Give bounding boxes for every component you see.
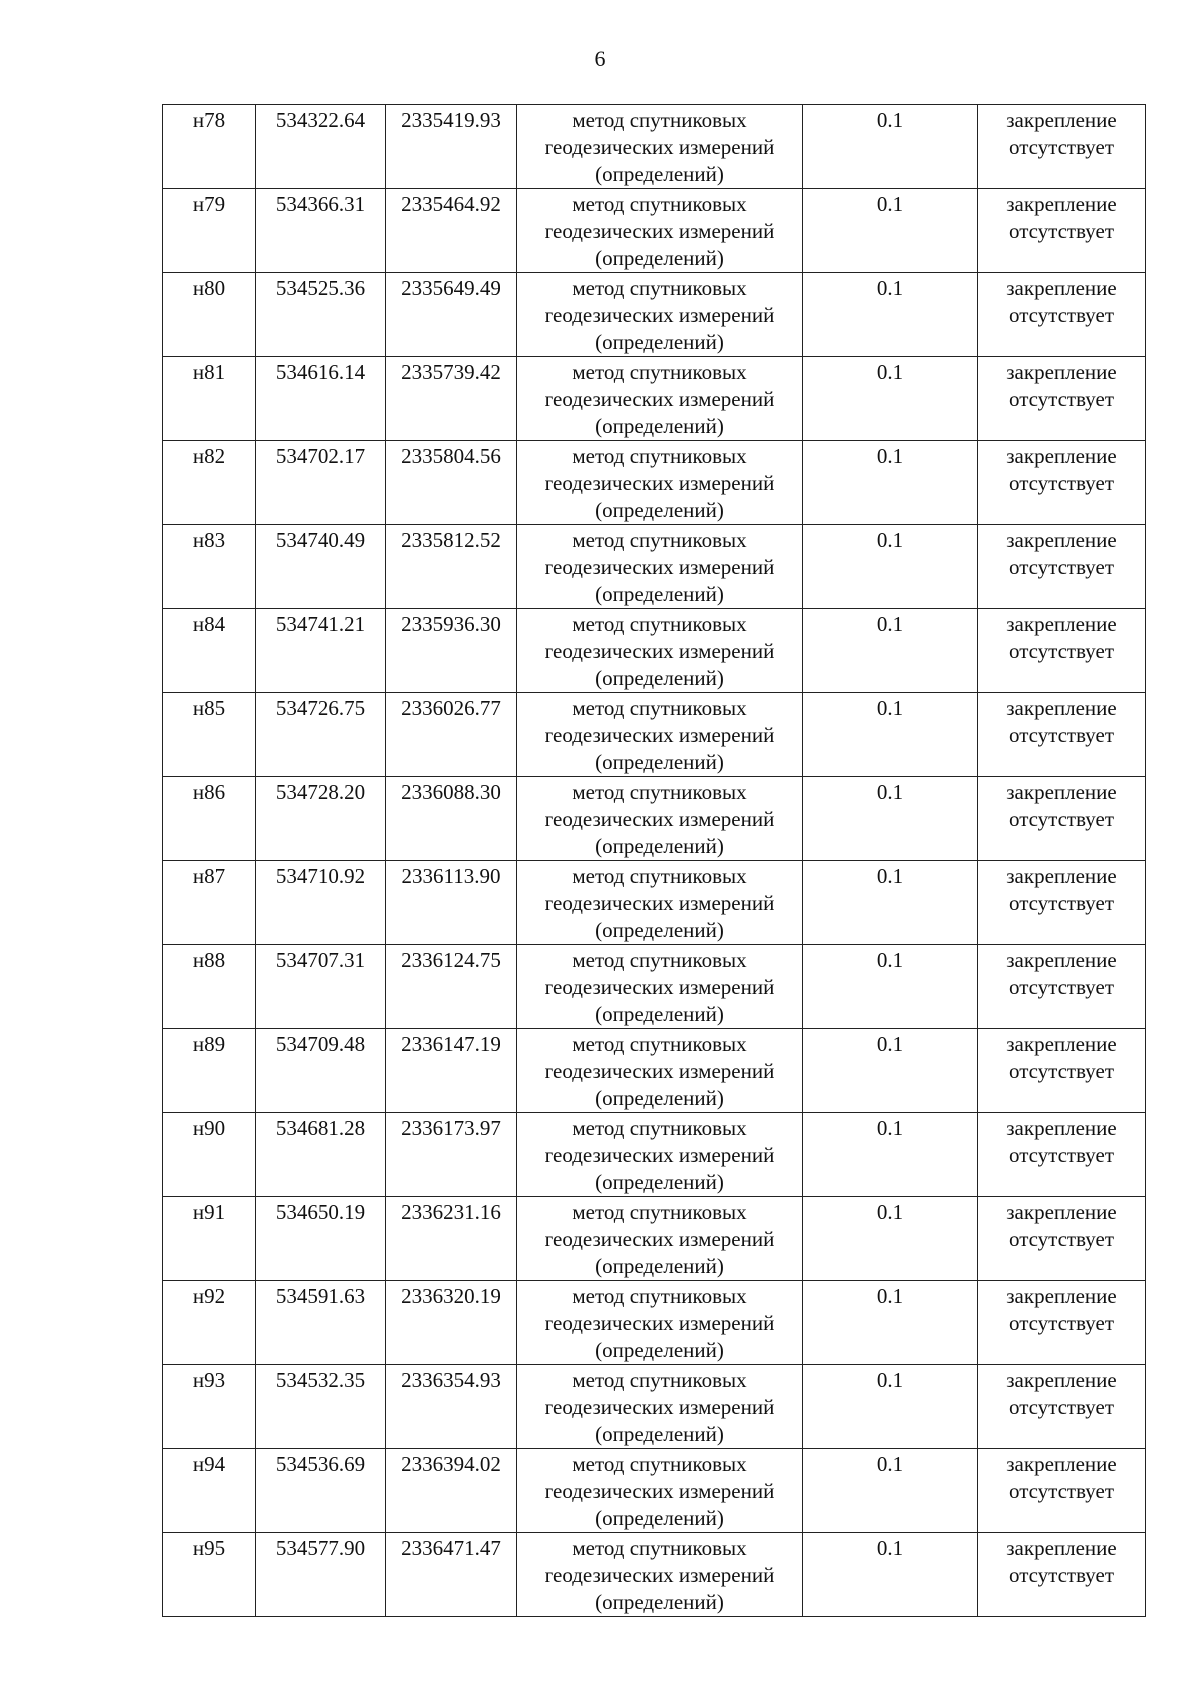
point-id-cell: н92: [163, 1281, 256, 1365]
x-coordinate-cell: 534726.75: [256, 693, 386, 777]
fixing-cell: закрепление отсутствует: [978, 693, 1146, 777]
fixing-cell: закрепление отсутствует: [978, 945, 1146, 1029]
table-row: [163, 1029, 1146, 1113]
table-row: [163, 1533, 1146, 1617]
x-coordinate-cell: 534741.21: [256, 609, 386, 693]
method-cell: метод спутниковых геодезических измерений (определений): [517, 1197, 803, 1281]
fixing-cell: закрепление отсутствует: [978, 273, 1146, 357]
table-row: [163, 693, 1146, 777]
accuracy-cell: 0.1: [803, 861, 978, 945]
fixing-cell: закрепление отсутствует: [978, 525, 1146, 609]
fixing-cell: закрепление отсутствует: [978, 777, 1146, 861]
accuracy-cell: 0.1: [803, 693, 978, 777]
accuracy-cell: 0.1: [803, 1197, 978, 1281]
y-coordinate-cell: 2336173.97: [386, 1113, 517, 1197]
method-cell: метод спутниковых геодезических измерений (определений): [517, 525, 803, 609]
table-row: [163, 861, 1146, 945]
table-row: [163, 1197, 1146, 1281]
y-coordinate-cell: 2335936.30: [386, 609, 517, 693]
accuracy-cell: 0.1: [803, 945, 978, 1029]
table-row: [163, 1449, 1146, 1533]
fixing-cell: закрепление отсутствует: [978, 105, 1146, 189]
point-id-cell: н90: [163, 1113, 256, 1197]
accuracy-cell: 0.1: [803, 1365, 978, 1449]
accuracy-cell: 0.1: [803, 273, 978, 357]
x-coordinate-cell: 534740.49: [256, 525, 386, 609]
x-coordinate-cell: 534536.69: [256, 1449, 386, 1533]
y-coordinate-cell: 2335419.93: [386, 105, 517, 189]
coordinates-table-body: [163, 105, 1146, 1617]
method-cell: метод спутниковых геодезических измерений (определений): [517, 357, 803, 441]
point-id-cell: н79: [163, 189, 256, 273]
table-row: [163, 273, 1146, 357]
accuracy-cell: 0.1: [803, 1449, 978, 1533]
fixing-cell: закрепление отсутствует: [978, 1197, 1146, 1281]
method-cell: метод спутниковых геодезических измерений (определений): [517, 1533, 803, 1617]
table-row: [163, 525, 1146, 609]
point-id-cell: н85: [163, 693, 256, 777]
table-row: [163, 1113, 1146, 1197]
y-coordinate-cell: 2335464.92: [386, 189, 517, 273]
accuracy-cell: 0.1: [803, 1281, 978, 1365]
point-id-cell: н91: [163, 1197, 256, 1281]
point-id-cell: н84: [163, 609, 256, 693]
table-row: [163, 945, 1146, 1029]
x-coordinate-cell: 534709.48: [256, 1029, 386, 1113]
point-id-cell: н80: [163, 273, 256, 357]
fixing-cell: закрепление отсутствует: [978, 357, 1146, 441]
accuracy-cell: 0.1: [803, 1029, 978, 1113]
page-number: 6: [594, 46, 606, 71]
x-coordinate-cell: 534616.14: [256, 357, 386, 441]
y-coordinate-cell: 2336320.19: [386, 1281, 517, 1365]
fixing-cell: закрепление отсутствует: [978, 1449, 1146, 1533]
method-cell: метод спутниковых геодезических измерений (определений): [517, 945, 803, 1029]
x-coordinate-cell: 534728.20: [256, 777, 386, 861]
method-cell: метод спутниковых геодезических измерений (определений): [517, 777, 803, 861]
point-id-cell: н95: [163, 1533, 256, 1617]
method-cell: метод спутниковых геодезических измерений (определений): [517, 1449, 803, 1533]
method-cell: метод спутниковых геодезических измерений (определений): [517, 441, 803, 525]
point-id-cell: н89: [163, 1029, 256, 1113]
table-row: [163, 1281, 1146, 1365]
accuracy-cell: 0.1: [803, 105, 978, 189]
y-coordinate-cell: 2336394.02: [386, 1449, 517, 1533]
x-coordinate-cell: 534577.90: [256, 1533, 386, 1617]
table-row: [163, 609, 1146, 693]
method-cell: метод спутниковых геодезических измерений (определений): [517, 609, 803, 693]
x-coordinate-cell: 534702.17: [256, 441, 386, 525]
y-coordinate-cell: 2336354.93: [386, 1365, 517, 1449]
method-cell: метод спутниковых геодезических измерений (определений): [517, 189, 803, 273]
accuracy-cell: 0.1: [803, 1533, 978, 1617]
coordinates-table: [162, 104, 1146, 1617]
point-id-cell: н86: [163, 777, 256, 861]
y-coordinate-cell: 2336088.30: [386, 777, 517, 861]
method-cell: метод спутниковых геодезических измерений (определений): [517, 1113, 803, 1197]
y-coordinate-cell: 2336113.90: [386, 861, 517, 945]
method-cell: метод спутниковых геодезических измерений (определений): [517, 861, 803, 945]
y-coordinate-cell: 2336231.16: [386, 1197, 517, 1281]
y-coordinate-cell: 2336471.47: [386, 1533, 517, 1617]
accuracy-cell: 0.1: [803, 1113, 978, 1197]
table-row: [163, 357, 1146, 441]
point-id-cell: н83: [163, 525, 256, 609]
y-coordinate-cell: 2335804.56: [386, 441, 517, 525]
point-id-cell: н93: [163, 1365, 256, 1449]
fixing-cell: закрепление отсутствует: [978, 1113, 1146, 1197]
method-cell: метод спутниковых геодезических измерений (определений): [517, 693, 803, 777]
fixing-cell: закрепление отсутствует: [978, 1281, 1146, 1365]
table-row: [163, 1365, 1146, 1449]
accuracy-cell: 0.1: [803, 357, 978, 441]
accuracy-cell: 0.1: [803, 777, 978, 861]
fixing-cell: закрепление отсутствует: [978, 1365, 1146, 1449]
accuracy-cell: 0.1: [803, 609, 978, 693]
x-coordinate-cell: 534591.63: [256, 1281, 386, 1365]
accuracy-cell: 0.1: [803, 189, 978, 273]
x-coordinate-cell: 534650.19: [256, 1197, 386, 1281]
method-cell: метод спутниковых геодезических измерений (определений): [517, 105, 803, 189]
x-coordinate-cell: 534707.31: [256, 945, 386, 1029]
table-row: [163, 441, 1146, 525]
point-id-cell: н87: [163, 861, 256, 945]
y-coordinate-cell: 2336026.77: [386, 693, 517, 777]
x-coordinate-cell: 534532.35: [256, 1365, 386, 1449]
fixing-cell: закрепление отсутствует: [978, 189, 1146, 273]
method-cell: метод спутниковых геодезических измерений (определений): [517, 1281, 803, 1365]
point-id-cell: н82: [163, 441, 256, 525]
fixing-cell: закрепление отсутствует: [978, 1533, 1146, 1617]
fixing-cell: закрепление отсутствует: [978, 609, 1146, 693]
x-coordinate-cell: 534525.36: [256, 273, 386, 357]
method-cell: метод спутниковых геодезических измерений (определений): [517, 273, 803, 357]
accuracy-cell: 0.1: [803, 441, 978, 525]
point-id-cell: н94: [163, 1449, 256, 1533]
fixing-cell: закрепление отсутствует: [978, 441, 1146, 525]
y-coordinate-cell: 2335649.49: [386, 273, 517, 357]
accuracy-cell: 0.1: [803, 525, 978, 609]
y-coordinate-cell: 2336147.19: [386, 1029, 517, 1113]
x-coordinate-cell: 534710.92: [256, 861, 386, 945]
point-id-cell: н88: [163, 945, 256, 1029]
y-coordinate-cell: 2336124.75: [386, 945, 517, 1029]
table-row: [163, 105, 1146, 189]
fixing-cell: закрепление отсутствует: [978, 1029, 1146, 1113]
y-coordinate-cell: 2335812.52: [386, 525, 517, 609]
table-row: [163, 777, 1146, 861]
x-coordinate-cell: 534322.64: [256, 105, 386, 189]
method-cell: метод спутниковых геодезических измерений (определений): [517, 1029, 803, 1113]
x-coordinate-cell: 534681.28: [256, 1113, 386, 1197]
point-id-cell: н81: [163, 357, 256, 441]
fixing-cell: закрепление отсутствует: [978, 861, 1146, 945]
point-id-cell: н78: [163, 105, 256, 189]
table-row: [163, 189, 1146, 273]
y-coordinate-cell: 2335739.42: [386, 357, 517, 441]
method-cell: метод спутниковых геодезических измерений (определений): [517, 1365, 803, 1449]
x-coordinate-cell: 534366.31: [256, 189, 386, 273]
